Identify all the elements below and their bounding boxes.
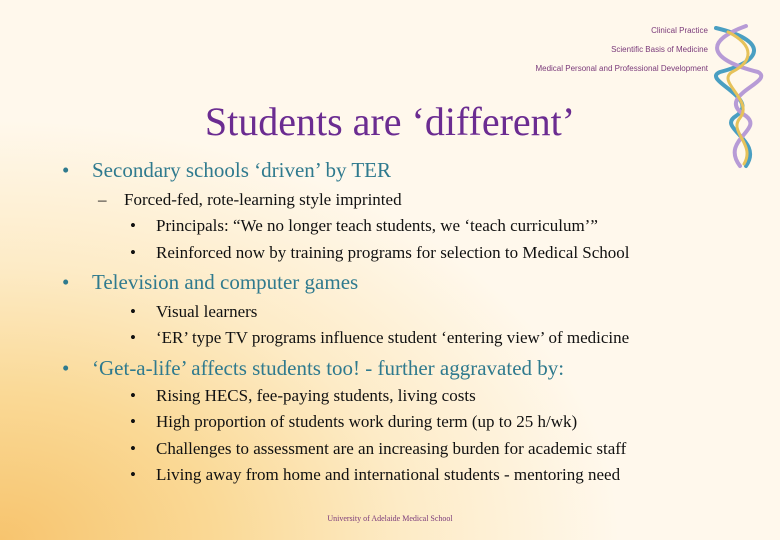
sub-bullet-text: Challenges to assessment are an increasing burden for academic staff: [156, 439, 627, 458]
bullet-text: Secondary schools ‘driven’ by TER: [92, 158, 391, 182]
sub-bullet-work-during-term: [130, 412, 577, 432]
bullet-icon: •: [130, 386, 136, 405]
sub-sub-bullet-text: Reinforced now by training programs for selection to Medical School: [156, 243, 630, 262]
bullet-secondary-schools: [62, 158, 391, 183]
sub-bullet-text: High proportion of students work during term (up to 25 h/wk): [156, 412, 578, 431]
sub-bullet-text: Living away from home and international students - mentoring need: [156, 465, 621, 484]
bullet-text: ‘Get-a-life’ affects students too! - further aggravated by:: [92, 356, 565, 380]
slide-title: Students are ‘different’: [204, 99, 576, 144]
header-link-scientific-basis: Scientific Basis of Medicine: [611, 45, 708, 54]
footer-institution: University of Adelaide Medical School: [327, 514, 453, 523]
bullet-icon: •: [130, 216, 136, 235]
bullet-get-a-life: [62, 356, 564, 381]
header-link-personal-development: Medical Personal and Professional Development: [535, 64, 708, 73]
dna-helix-logo: [706, 20, 772, 170]
sub-bullet-text: Rising HECS, fee-paying students, living costs: [156, 386, 476, 405]
bullet-icon: •: [130, 243, 136, 262]
bullet-icon: •: [62, 158, 70, 182]
bullet-text: Television and computer games: [92, 270, 359, 294]
sub-sub-bullet-reinforced: [130, 243, 630, 263]
sub-bullet-visual-learners: [130, 302, 257, 322]
sub-sub-bullet-principals: [130, 216, 598, 236]
bullet-icon: •: [130, 439, 136, 458]
bullet-icon: •: [130, 302, 136, 321]
bullet-icon: •: [130, 465, 136, 484]
bullet-icon: •: [62, 356, 70, 380]
sub-bullet-living-away: [130, 465, 620, 485]
sub-bullet-text: ‘ER’ type TV programs influence student ‘entering view’ of medicine: [156, 328, 630, 347]
sub-bullet-text: Visual learners: [156, 302, 258, 321]
header-link-clinical-practice: Clinical Practice: [651, 26, 708, 35]
sub-bullet-forced-fed: [98, 190, 402, 210]
sub-bullet-assessment-challenges: [130, 439, 626, 459]
sub-sub-bullet-text: Principals: “We no longer teach students, we ‘teach curriculum’”: [156, 216, 598, 235]
sub-bullet-text: Forced-fed, rote-learning style imprinted: [124, 190, 402, 209]
bullet-icon: •: [130, 412, 136, 431]
sub-bullet-er-programs: [130, 328, 629, 348]
bullet-icon: •: [62, 270, 70, 294]
header-links: [535, 24, 708, 81]
bullet-icon: •: [130, 328, 136, 347]
sub-bullet-rising-hecs: [130, 386, 476, 406]
dash-icon: –: [98, 190, 107, 209]
bullet-television: [62, 270, 358, 295]
